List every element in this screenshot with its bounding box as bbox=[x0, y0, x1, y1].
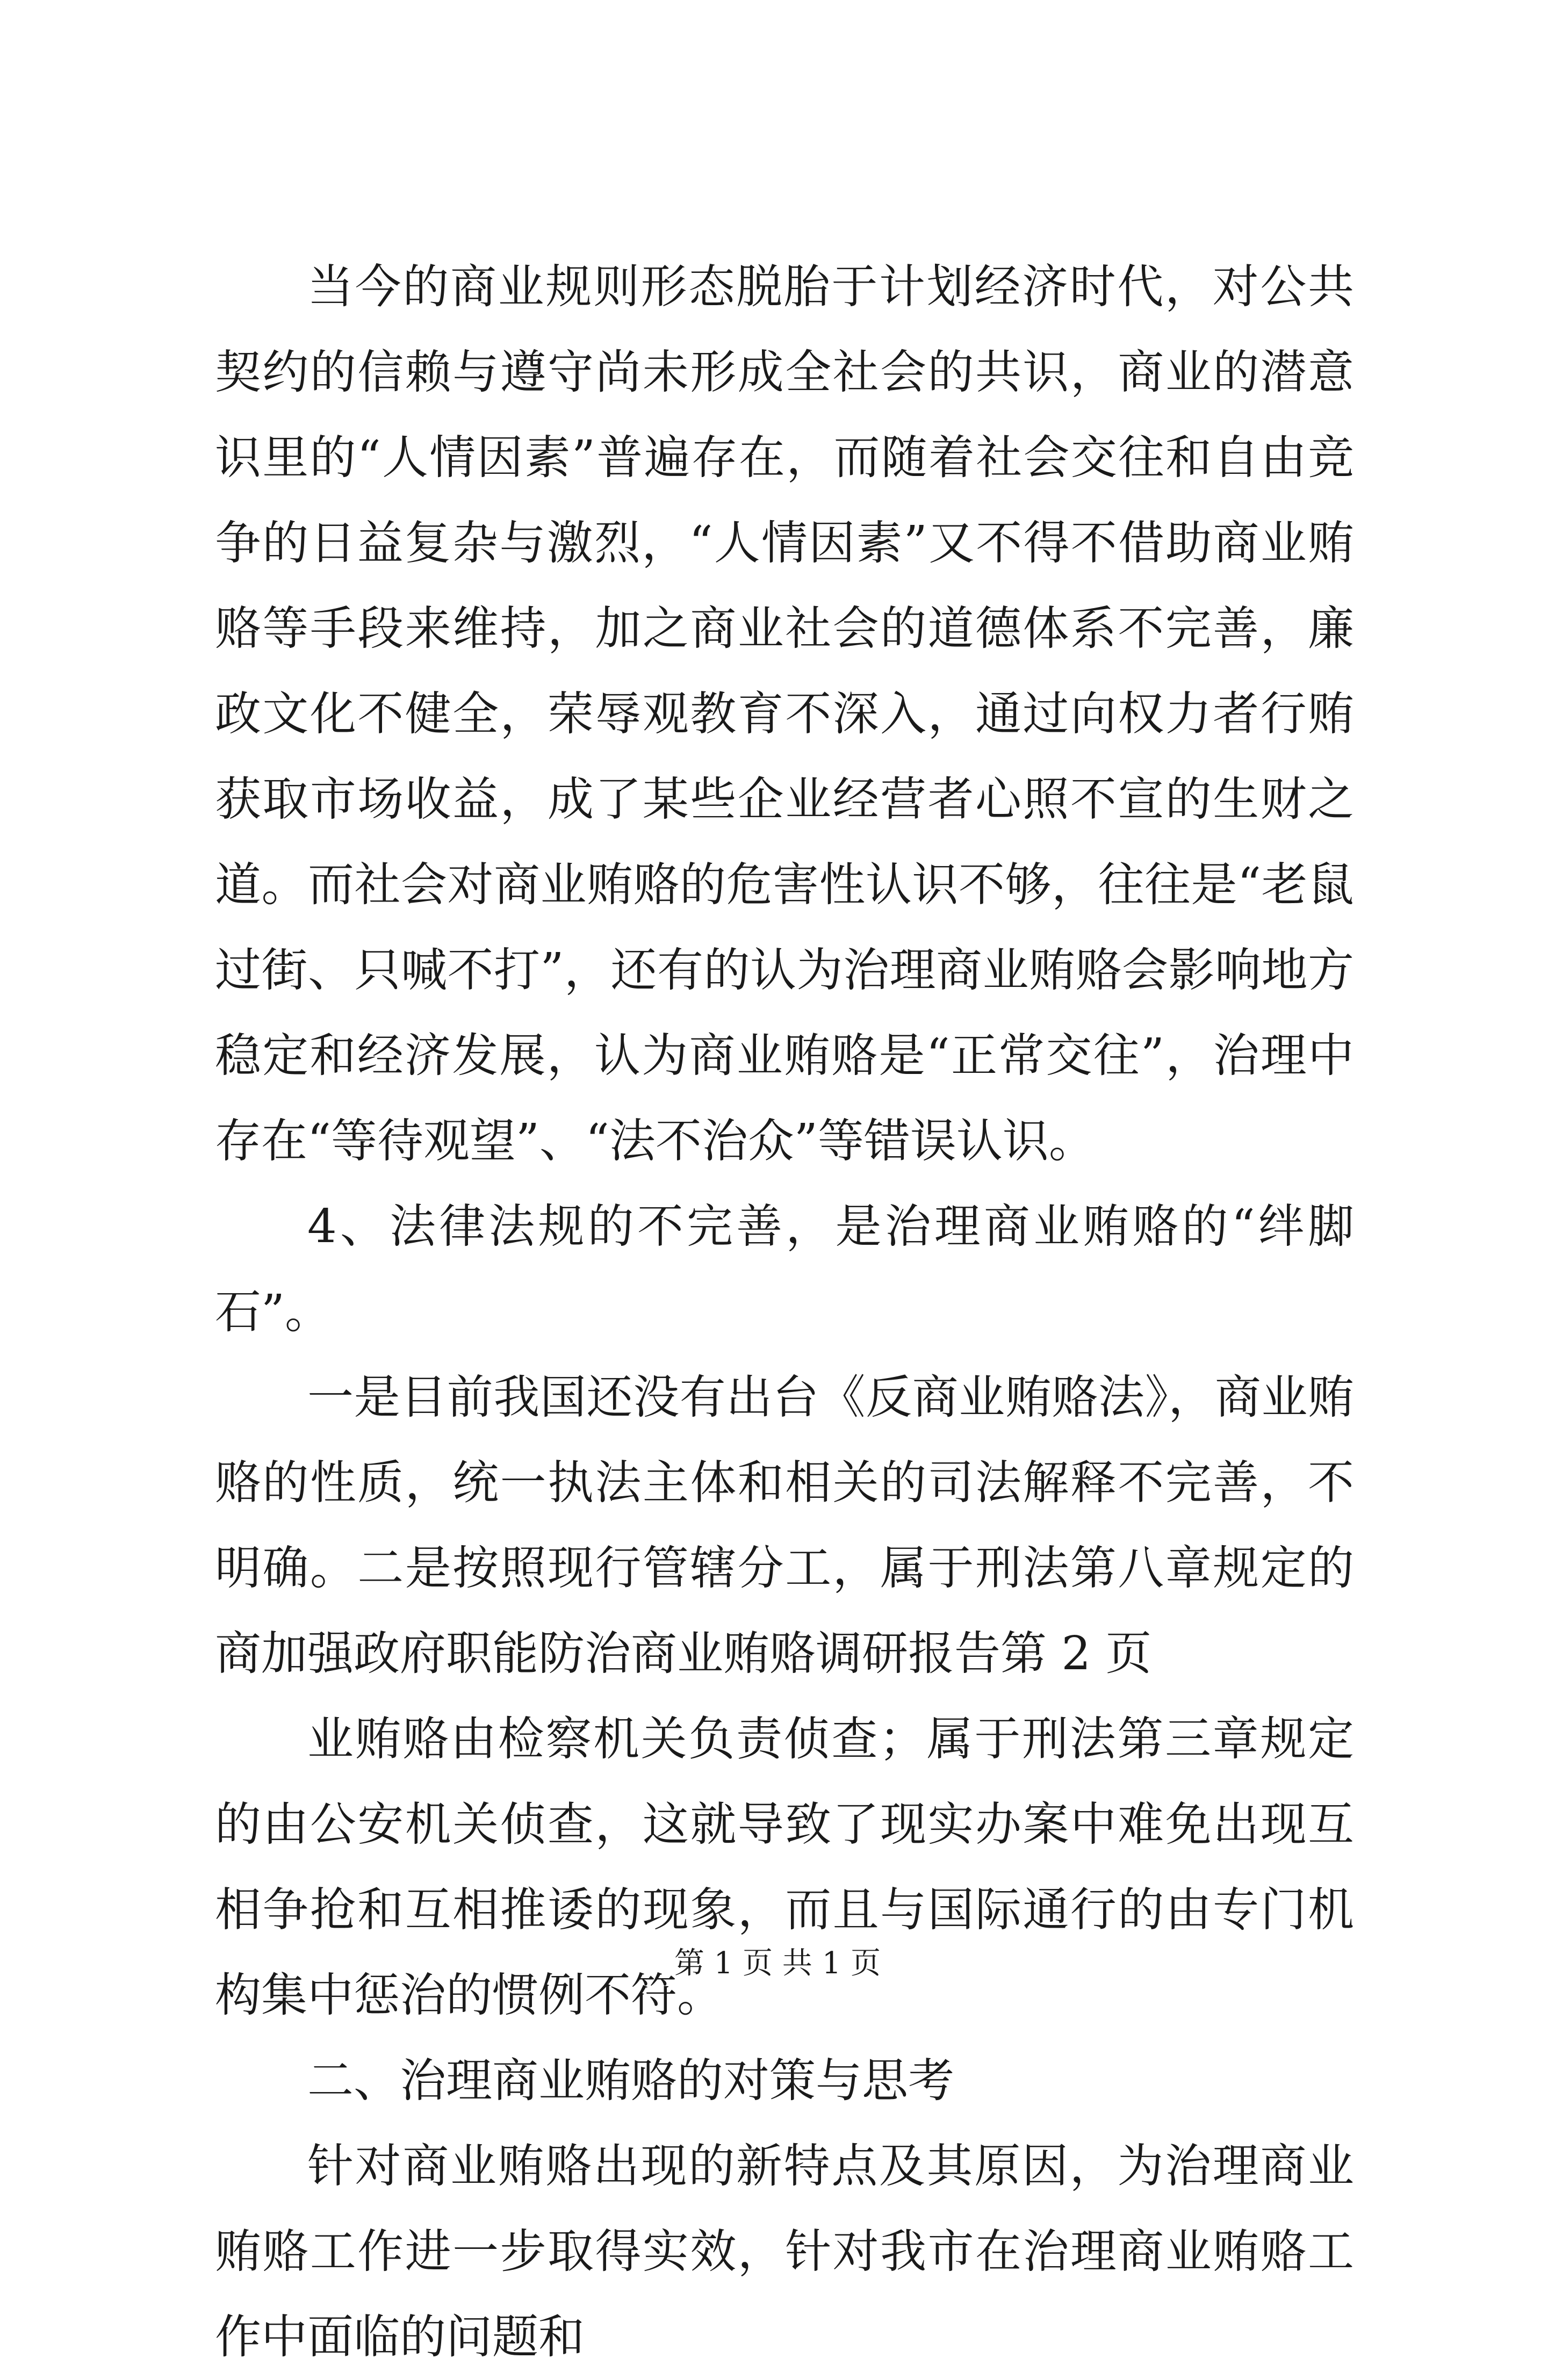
paragraph-4: 业贿赂由检察机关负责侦查；属于刑法第三章规定的由公安机关侦查，这就导致了现实办案中难免出现互相争抢和互相推诿的现象，而且与国际通行的由专门机构集中惩治的惯例不符。 bbox=[215, 1712, 1354, 2022]
paragraph-3: 一是目前我国还没有出台《反商业贿赂法》，商业贿赂的性质，统一执法主体和相关的司法解释不完善，不明确。二是按照现行管辖分工，属于刑法第八章规定的商加强政府职能防治商业贿赂调研报告第 2 页 bbox=[215, 1371, 1354, 1681]
paragraph-1: 当今的商业规则形态脱胎于计划经济时代，对公共契约的信赖与遵守尚未形成全社会的共识，商业的潜意识里的“人情因素”普遍存在，而随着社会交往和自由竞争的日益复杂与激烈，“人情因素”又不得不借助商业贿赂等手段来维持，加之商业社会的道德体系不完善，廉政文化不健全，荣辱观教育不深入，通过向权力者行贿获取市场收益，成了某些企业经营者心照不宣的生财之道。而社会对商业贿赂的危害性认识不够，往往是“老鼠过街、只喊不打”，还有的认为治理商业贿赂会影响地方稳定和经济发展，认为商业贿赂是“正常交往”，治理中存在“等待观望”、“法不治众”等错误认识。 bbox=[215, 260, 1354, 1168]
section-heading: 二、治理商业贿赂的对策与思考 bbox=[307, 2054, 954, 2108]
document-body bbox=[215, 244, 1354, 2380]
paragraph-5: 针对商业贿赂出现的新特点及其原因，为治理商业贿赂工作进一步取得实效，针对我市在治理商业贿赂工作中面临的问题和 bbox=[215, 2139, 1354, 2364]
page-footer: 第 1 页 共 1 页 bbox=[674, 1946, 881, 1981]
paragraph-2: 4、法律法规的不完善，是治理商业贿赂的“绊脚石”。 bbox=[215, 1200, 1354, 1339]
